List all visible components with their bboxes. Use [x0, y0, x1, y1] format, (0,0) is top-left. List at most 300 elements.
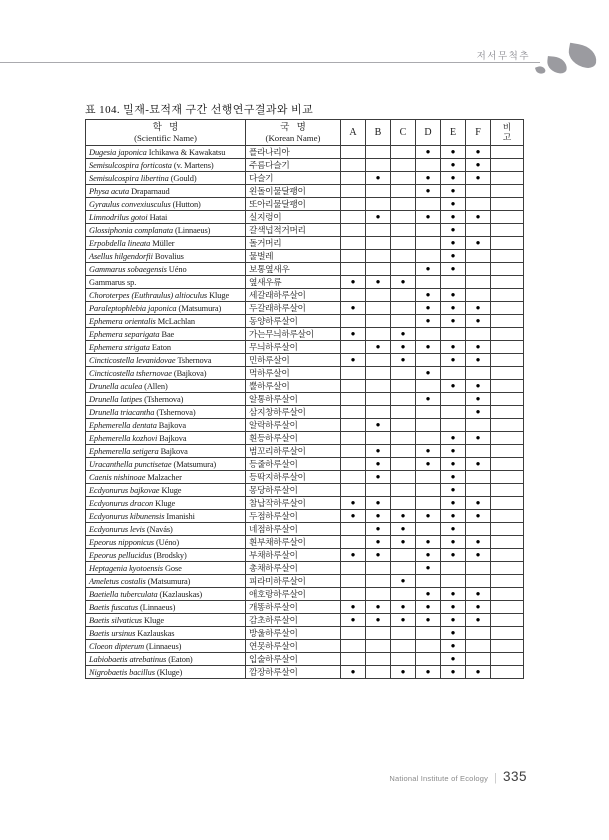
remark-cell: [491, 406, 524, 419]
site-mark-cell-d: [416, 471, 441, 484]
site-mark-cell-e: ●: [441, 237, 466, 250]
remark-cell: [491, 640, 524, 653]
site-mark-cell-d: ●: [416, 302, 441, 315]
remark-cell: [491, 653, 524, 666]
site-mark-cell-a: [341, 185, 366, 198]
site-mark-cell-f: [466, 640, 491, 653]
table-row: [86, 289, 524, 302]
table-row: [86, 419, 524, 432]
site-mark-cell-e: [441, 328, 466, 341]
site-mark-cell-e: [441, 575, 466, 588]
scientific-name-italic: Gyraulus convexiusculus: [89, 199, 171, 209]
scientific-name-cell: [86, 614, 246, 627]
table-row: [86, 211, 524, 224]
site-mark-cell-e: ●: [441, 146, 466, 159]
leaf-icon: [546, 56, 568, 74]
footer-page-number: 335: [502, 769, 527, 784]
table-row: [86, 159, 524, 172]
scientific-name-author: Draparnaud: [131, 186, 170, 196]
site-mark-cell-e: ●: [441, 549, 466, 562]
site-mark-cell-a: ●: [341, 302, 366, 315]
korean-name-cell: [246, 302, 341, 315]
site-mark-cell-d: ●: [416, 263, 441, 276]
site-mark-cell-d: [416, 328, 441, 341]
table-row: [86, 315, 524, 328]
site-mark-cell-b: [366, 575, 391, 588]
scientific-name-cell: [86, 224, 246, 237]
korean-name-label: 갈색넙적거머리: [249, 225, 306, 235]
site-mark-cell-c: [391, 211, 416, 224]
table-body: [86, 146, 524, 679]
remark-cell: [491, 445, 524, 458]
site-mark-cell-d: ●: [416, 614, 441, 627]
site-mark-cell-f: [466, 224, 491, 237]
site-mark-cell-d: [416, 237, 441, 250]
korean-name-cell: [246, 289, 341, 302]
site-mark-cell-b: [366, 432, 391, 445]
site-mark-cell-e: ●: [441, 302, 466, 315]
site-mark-cell-f: ●: [466, 380, 491, 393]
site-mark-cell-d: [416, 640, 441, 653]
column-header-site-c: C: [391, 120, 416, 146]
remark-cell: [491, 562, 524, 575]
site-mark-cell-c: ●: [391, 510, 416, 523]
site-mark-cell-c: ●: [391, 354, 416, 367]
scientific-name-italic: Caenis nishinoae: [89, 472, 146, 482]
table-row: [86, 237, 524, 250]
table-row: [86, 393, 524, 406]
scientific-name-cell: [86, 198, 246, 211]
korean-name-label: 실지렁이: [249, 212, 282, 222]
column-header-remarks: [491, 120, 524, 146]
site-mark-cell-d: [416, 523, 441, 536]
scientific-name-author: (Bajkova): [173, 368, 207, 378]
site-mark-cell-b: ●: [366, 419, 391, 432]
page-footer: [389, 769, 527, 784]
korean-name-label: 연못하루살이: [249, 641, 298, 651]
scientific-name-author: (Tshernova): [156, 407, 196, 417]
table-row: [86, 458, 524, 471]
scientific-name-italic: Ephemerella dentata: [89, 420, 157, 430]
korean-name-label: 먹하루살이: [249, 368, 290, 378]
site-mark-cell-e: ●: [441, 653, 466, 666]
remark-cell: [491, 263, 524, 276]
scientific-name-author: Kluge: [143, 615, 164, 625]
korean-name-cell: [246, 510, 341, 523]
korean-name-label: 깜장하루살이: [249, 667, 298, 677]
site-mark-cell-a: [341, 341, 366, 354]
site-mark-cell-e: ●: [441, 614, 466, 627]
korean-name-label: 동양하루살이: [249, 316, 298, 326]
column-header-korean-name: [246, 120, 341, 146]
header-rule: [0, 62, 540, 63]
scientific-name-italic: Baetiella tuberculata: [89, 589, 158, 599]
site-mark-cell-f: ●: [466, 549, 491, 562]
site-mark-cell-b: ●: [366, 601, 391, 614]
site-mark-cell-f: ●: [466, 315, 491, 328]
scientific-name-author: (Brodsky): [153, 550, 187, 560]
scientific-name-cell: [86, 367, 246, 380]
site-mark-cell-a: [341, 367, 366, 380]
korean-name-cell: [246, 406, 341, 419]
site-mark-cell-c: ●: [391, 341, 416, 354]
site-mark-cell-a: [341, 224, 366, 237]
site-mark-cell-f: ●: [466, 406, 491, 419]
scientific-name-author: Bovalius: [154, 251, 184, 261]
site-mark-cell-a: [341, 523, 366, 536]
scientific-name-italic: Dugesia japonica: [89, 147, 147, 157]
site-mark-cell-c: [391, 497, 416, 510]
scientific-name-cell: [86, 328, 246, 341]
table-row: [86, 653, 524, 666]
site-mark-cell-e: ●: [441, 185, 466, 198]
remark-cell: [491, 198, 524, 211]
scientific-name-author: Bajkova: [160, 446, 188, 456]
site-mark-cell-e: ●: [441, 484, 466, 497]
remark-cell: [491, 380, 524, 393]
scientific-name-cell: [86, 263, 246, 276]
remark-cell: [491, 250, 524, 263]
scientific-name-cell: [86, 159, 246, 172]
remark-cell: [491, 224, 524, 237]
table-row: [86, 328, 524, 341]
scientific-name-italic: Epeorus pellucidus: [89, 550, 152, 560]
site-mark-cell-b: [366, 627, 391, 640]
site-mark-cell-a: [341, 393, 366, 406]
site-mark-cell-e: [441, 367, 466, 380]
korean-name-label: 등줄하루살이: [249, 459, 298, 469]
site-mark-cell-a: ●: [341, 510, 366, 523]
site-mark-cell-b: [366, 237, 391, 250]
korean-name-cell: [246, 484, 341, 497]
korean-name-label: 다슬기: [249, 173, 274, 183]
site-mark-cell-c: [391, 250, 416, 263]
korean-name-label: 돌거머리: [249, 238, 282, 248]
site-mark-cell-a: ●: [341, 276, 366, 289]
site-mark-cell-c: [391, 185, 416, 198]
scientific-name-author: (Kazlauskas): [159, 589, 203, 599]
scientific-name-cell: [86, 588, 246, 601]
korean-name-cell: [246, 666, 341, 679]
korean-name-cell: [246, 627, 341, 640]
site-mark-cell-b: [366, 562, 391, 575]
korean-name-label: 보통옆새우: [249, 264, 290, 274]
site-mark-cell-f: ●: [466, 601, 491, 614]
korean-name-label: 참납작하루살이: [249, 498, 306, 508]
korean-name-label: 흰등하루살이: [249, 433, 298, 443]
site-mark-cell-d: [416, 198, 441, 211]
site-mark-cell-f: ●: [466, 458, 491, 471]
remark-cell: [491, 237, 524, 250]
korean-name-cell: [246, 614, 341, 627]
site-mark-cell-a: [341, 445, 366, 458]
scientific-name-author: Gammarus sp.: [89, 277, 137, 287]
site-mark-cell-a: ●: [341, 666, 366, 679]
scientific-name-italic: Ephemera separigata: [89, 329, 160, 339]
remark-cell: [491, 432, 524, 445]
korean-name-cell: [246, 315, 341, 328]
scientific-name-cell: [86, 471, 246, 484]
korean-name-cell: [246, 380, 341, 393]
table-caption: 표 104. 밀재-묘적재 구간 선행연구결과와 비교: [85, 104, 314, 116]
site-mark-cell-d: [416, 484, 441, 497]
korean-name-cell: [246, 536, 341, 549]
site-mark-cell-e: ●: [441, 471, 466, 484]
site-mark-cell-a: [341, 406, 366, 419]
scientific-name-author: (Eaton): [168, 654, 193, 664]
site-mark-cell-a: ●: [341, 614, 366, 627]
site-mark-cell-d: ●: [416, 211, 441, 224]
scientific-name-cell: [86, 562, 246, 575]
korean-name-cell: [246, 523, 341, 536]
korean-name-cell: [246, 419, 341, 432]
site-mark-cell-f: [466, 289, 491, 302]
table-row: [86, 484, 524, 497]
scientific-name-italic: Ameletus costalis: [89, 576, 146, 586]
table-row: [86, 172, 524, 185]
site-mark-cell-b: ●: [366, 341, 391, 354]
site-mark-cell-e: ●: [441, 536, 466, 549]
korean-name-cell: [246, 146, 341, 159]
remark-cell: [491, 601, 524, 614]
site-mark-cell-e: ●: [441, 263, 466, 276]
site-mark-cell-c: ●: [391, 575, 416, 588]
scientific-name-author: McLachlan: [157, 316, 195, 326]
korean-name-label: 두갈래하루살이: [249, 303, 306, 313]
table-row: [86, 380, 524, 393]
site-mark-cell-f: [466, 562, 491, 575]
korean-name-label: 가는무늬하루살이: [249, 329, 314, 339]
site-mark-cell-a: ●: [341, 549, 366, 562]
site-mark-cell-c: ●: [391, 276, 416, 289]
scientific-name-cell: [86, 276, 246, 289]
scientific-name-cell: [86, 627, 246, 640]
scientific-name-italic: Gammarus sobaegensis: [89, 264, 167, 274]
site-mark-cell-b: ●: [366, 172, 391, 185]
korean-name-cell: [246, 185, 341, 198]
site-mark-cell-f: ●: [466, 432, 491, 445]
scientific-name-cell: [86, 393, 246, 406]
korean-name-label: 알통하루살이: [249, 394, 298, 404]
site-mark-cell-f: ●: [466, 614, 491, 627]
site-mark-cell-d: [416, 432, 441, 445]
column-header-korean-name-korean: 국 명: [280, 121, 306, 133]
site-mark-cell-c: [391, 224, 416, 237]
site-mark-cell-b: ●: [366, 497, 391, 510]
table-row: [86, 536, 524, 549]
site-mark-cell-a: [341, 575, 366, 588]
site-mark-cell-e: ●: [441, 172, 466, 185]
korean-name-cell: [246, 276, 341, 289]
korean-name-label: 삼지창하루살이: [249, 407, 306, 417]
site-mark-cell-b: [366, 263, 391, 276]
site-mark-cell-a: ●: [341, 328, 366, 341]
column-header-scientific-name-korean: 학 명: [152, 121, 179, 133]
site-mark-cell-a: [341, 250, 366, 263]
site-mark-cell-b: [366, 302, 391, 315]
korean-name-label: 또아리물달팽이: [249, 199, 306, 209]
site-mark-cell-c: [391, 172, 416, 185]
scientific-name-cell: [86, 523, 246, 536]
table-row: [86, 523, 524, 536]
site-mark-cell-f: ●: [466, 341, 491, 354]
site-mark-cell-b: [366, 185, 391, 198]
site-mark-cell-f: [466, 328, 491, 341]
site-mark-cell-a: [341, 640, 366, 653]
korean-name-label: 방울하루살이: [249, 628, 298, 638]
table-row: [86, 198, 524, 211]
remark-cell: [491, 484, 524, 497]
site-mark-cell-c: [391, 263, 416, 276]
site-mark-cell-a: [341, 172, 366, 185]
site-mark-cell-f: [466, 484, 491, 497]
site-mark-cell-c: ●: [391, 614, 416, 627]
korean-name-label: 무늬하루살이: [249, 342, 298, 352]
site-mark-cell-d: ●: [416, 562, 441, 575]
site-mark-cell-b: ●: [366, 614, 391, 627]
site-mark-cell-e: [441, 419, 466, 432]
table-row: [86, 146, 524, 159]
scientific-name-italic: Ecdyonurus bajkovae: [89, 485, 160, 495]
site-mark-cell-e: ●: [441, 380, 466, 393]
site-mark-cell-d: [416, 354, 441, 367]
site-mark-cell-a: [341, 289, 366, 302]
table-row: [86, 471, 524, 484]
scientific-name-author: Kluge: [161, 485, 182, 495]
site-mark-cell-b: ●: [366, 458, 391, 471]
site-mark-cell-f: [466, 367, 491, 380]
scientific-name-cell: [86, 172, 246, 185]
korean-name-cell: [246, 601, 341, 614]
scientific-name-author: Hatai: [149, 212, 168, 222]
scientific-name-cell: [86, 575, 246, 588]
site-mark-cell-a: [341, 484, 366, 497]
table-row: [86, 354, 524, 367]
site-mark-cell-e: ●: [441, 198, 466, 211]
korean-name-label: 부채하루살이: [249, 550, 298, 560]
site-mark-cell-b: ●: [366, 549, 391, 562]
site-mark-cell-e: ●: [441, 341, 466, 354]
remark-cell: [491, 575, 524, 588]
scientific-name-italic: Baetis silvaticus: [89, 615, 142, 625]
korean-name-label: 총채하루살이: [249, 563, 298, 573]
scientific-name-author: Bajkova: [159, 433, 187, 443]
site-mark-cell-d: [416, 276, 441, 289]
site-mark-cell-f: ●: [466, 354, 491, 367]
scientific-name-cell: [86, 341, 246, 354]
remark-cell: [491, 354, 524, 367]
korean-name-label: 애호랑하루살이: [249, 589, 306, 599]
site-mark-cell-e: [441, 393, 466, 406]
scientific-name-cell: [86, 380, 246, 393]
site-mark-cell-e: [441, 562, 466, 575]
site-mark-cell-f: ●: [466, 588, 491, 601]
site-mark-cell-b: [366, 354, 391, 367]
scientific-name-italic: Paraleptophlebia japonica: [89, 303, 177, 313]
site-mark-cell-d: ●: [416, 588, 441, 601]
site-mark-cell-d: ●: [416, 549, 441, 562]
site-mark-cell-d: [416, 497, 441, 510]
korean-name-cell: [246, 588, 341, 601]
site-mark-cell-b: ●: [366, 211, 391, 224]
korean-name-cell: [246, 458, 341, 471]
site-mark-cell-b: [366, 224, 391, 237]
korean-name-cell: [246, 328, 341, 341]
site-mark-cell-d: [416, 224, 441, 237]
scientific-name-italic: Ecdyonurus kibunensis: [89, 511, 165, 521]
remark-cell: [491, 302, 524, 315]
korean-name-label: 흰부채하루살이: [249, 537, 306, 547]
site-mark-cell-f: ●: [466, 666, 491, 679]
site-mark-cell-e: ●: [441, 640, 466, 653]
site-mark-cell-a: [341, 627, 366, 640]
site-mark-cell-a: [341, 562, 366, 575]
korean-name-cell: [246, 497, 341, 510]
scientific-name-author: Eaton: [151, 342, 171, 352]
scientific-name-cell: [86, 601, 246, 614]
site-mark-cell-a: [341, 380, 366, 393]
table-row: [86, 367, 524, 380]
table-row: [86, 263, 524, 276]
remark-cell: [491, 315, 524, 328]
remark-cell: [491, 523, 524, 536]
site-mark-cell-a: ●: [341, 354, 366, 367]
site-mark-cell-f: [466, 198, 491, 211]
site-mark-cell-d: [416, 159, 441, 172]
remark-cell: [491, 666, 524, 679]
site-mark-cell-b: ●: [366, 510, 391, 523]
remark-cell: [491, 328, 524, 341]
korean-name-label: 개똥하루살이: [249, 602, 298, 612]
scientific-name-italic: Asellus hilgendorfii: [89, 251, 153, 261]
site-mark-cell-d: [416, 380, 441, 393]
site-mark-cell-d: ●: [416, 536, 441, 549]
scientific-name-italic: Nigrobaetis bacillus: [89, 667, 155, 677]
scientific-name-author: (Linnaeus): [175, 225, 211, 235]
scientific-name-cell: [86, 419, 246, 432]
site-mark-cell-a: [341, 458, 366, 471]
scientific-name-italic: Epeorus nipponicus: [89, 537, 154, 547]
site-mark-cell-a: [341, 237, 366, 250]
site-mark-cell-c: [391, 653, 416, 666]
site-mark-cell-f: ●: [466, 211, 491, 224]
site-mark-cell-a: [341, 653, 366, 666]
korean-name-cell: [246, 250, 341, 263]
site-mark-cell-d: [416, 419, 441, 432]
site-mark-cell-d: ●: [416, 289, 441, 302]
site-mark-cell-f: [466, 471, 491, 484]
site-mark-cell-e: [441, 406, 466, 419]
site-mark-cell-f: [466, 185, 491, 198]
remark-cell: [491, 146, 524, 159]
korean-name-label: 피라미하루살이: [249, 576, 306, 586]
site-mark-cell-e: ●: [441, 289, 466, 302]
site-mark-cell-c: [391, 393, 416, 406]
korean-name-label: 민하루살이: [249, 355, 290, 365]
remark-cell: [491, 497, 524, 510]
site-mark-cell-d: ●: [416, 393, 441, 406]
remark-cell: [491, 627, 524, 640]
column-header-site-d: D: [416, 120, 441, 146]
korean-name-cell: [246, 393, 341, 406]
site-mark-cell-c: [391, 315, 416, 328]
column-header-korean-name-english: (Korean Name): [265, 132, 321, 143]
scientific-name-author: Imanishi: [166, 511, 195, 521]
scientific-name-cell: [86, 549, 246, 562]
remark-cell: [491, 367, 524, 380]
korean-name-label: 네점하루살이: [249, 524, 298, 534]
site-mark-cell-e: ●: [441, 627, 466, 640]
